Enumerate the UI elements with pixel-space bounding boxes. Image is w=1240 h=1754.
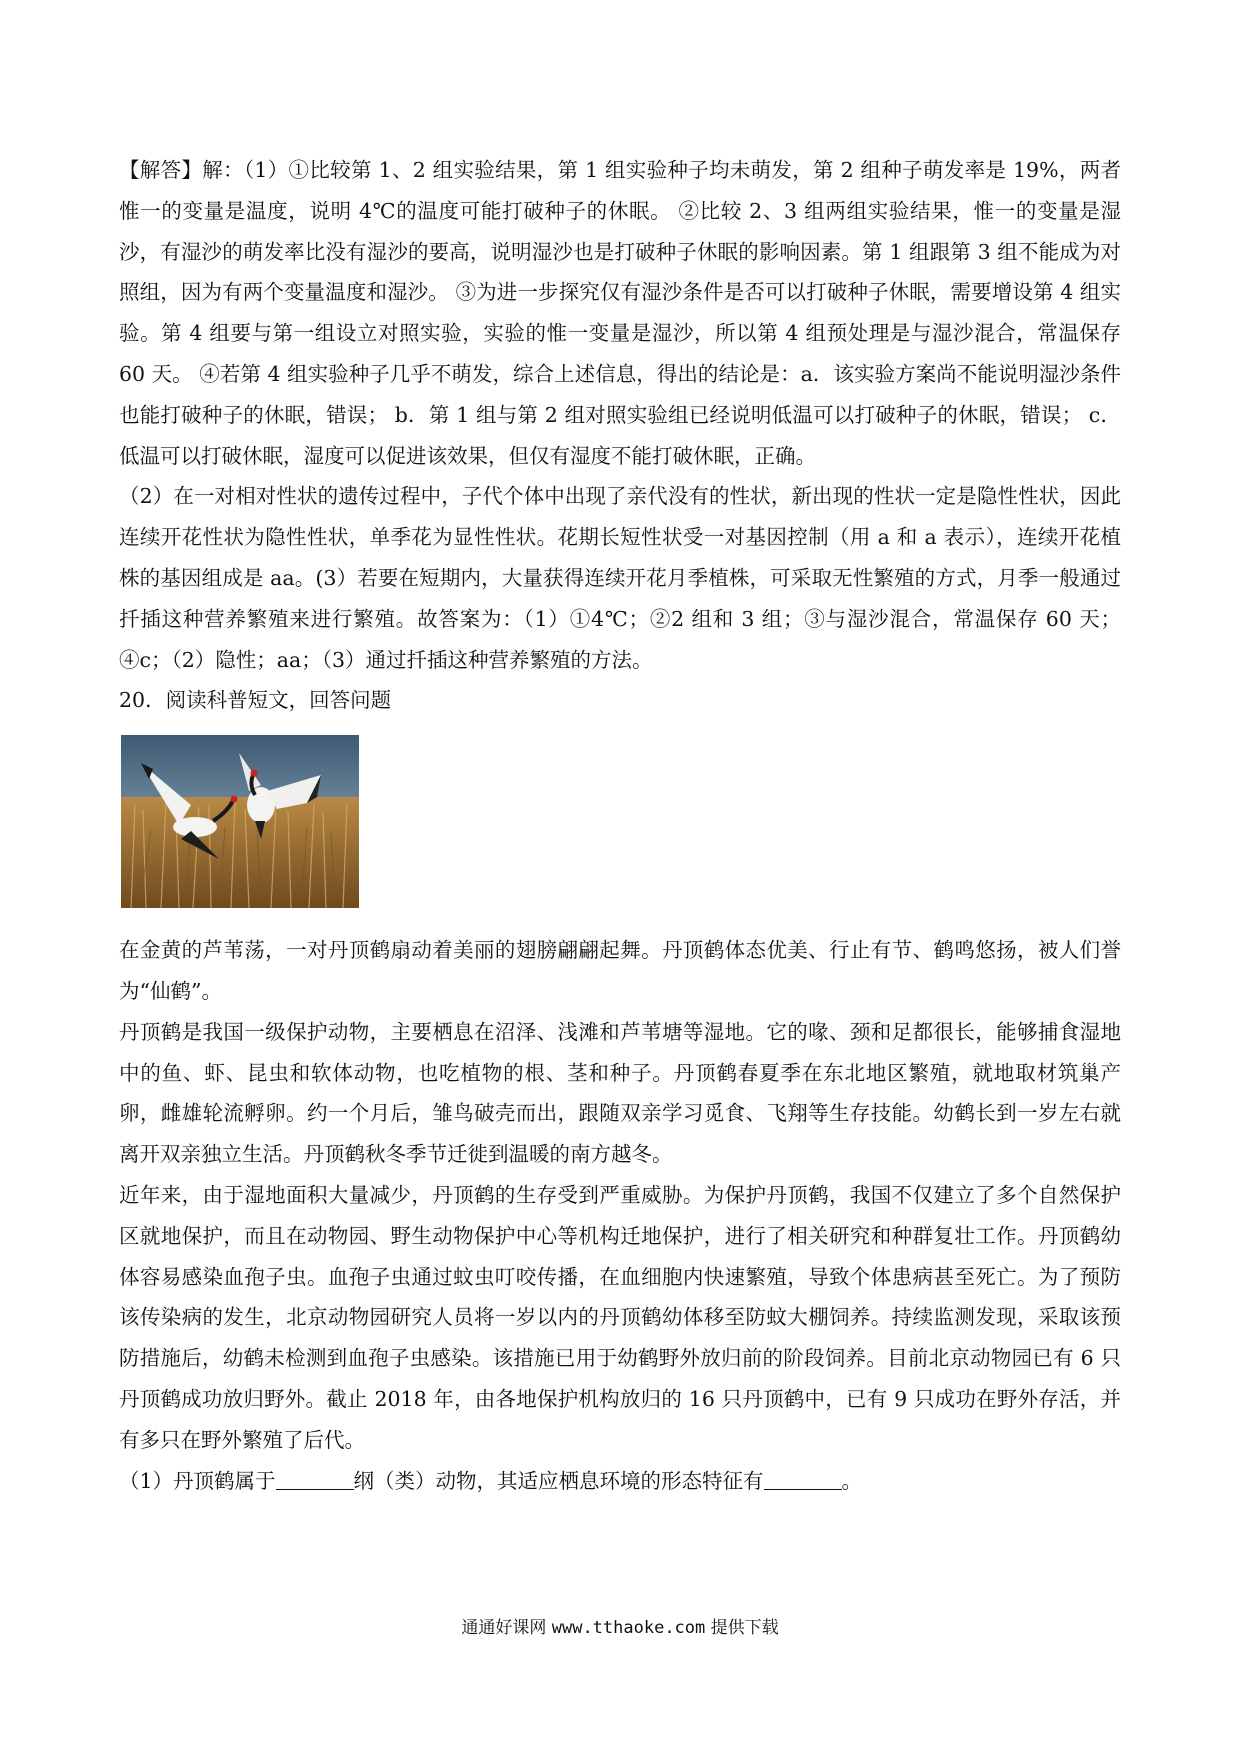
crane-photo [121, 735, 359, 908]
question-1-text-a: （1）丹顶鹤属于 [119, 1468, 276, 1493]
footer-url: www.tthaoke.com [551, 1618, 706, 1638]
page-footer [0, 1613, 1240, 1638]
article-paragraph-3: 近年来，由于湿地面积大量减少，丹顶鹤的生存受到严重威胁。为保护丹顶鹤，我国不仅建立了多个自然保护区就地保护，而且在动物园、野生动物保护中心等机构迁地保护，进行了相关研究和种群复壮工作。丹顶鹤幼体容易感染血孢子虫。血孢子虫通过蚊虫叮咬传播，在血细胞内快速繁殖，导致个体患病甚至死亡。为了预防该传染病的发生，北京动物园研究人员将一岁以内的丹顶鹤幼体移至防蚊大棚饲养。持续监测发现，采取该预防措施后，幼鹤未检测到血孢子虫感染。该措施已用于幼鹤野外放归前的阶段饲养。目前北京动物园已有 6 只丹顶鹤成功放归野外。截止 2018 年，由各地保护机构放归的 16 只丹顶鹤中，已有 9 只成功在野外存活，并有多只在野外繁殖了后代。 [119, 1182, 1121, 1452]
page-content [119, 150, 1121, 1501]
question-1-text-b: 纲（类）动物，其适应栖息环境的形态特征有 [353, 1468, 764, 1493]
question-1-text-c: 。 [841, 1468, 863, 1493]
question-20-heading: 20．阅读科普短文，回答问题 [119, 688, 392, 713]
red-crowned-cranes-photo-icon [121, 735, 359, 908]
question-1 [119, 1461, 1121, 1502]
answer-blank-2 [764, 1469, 842, 1490]
article-paragraph-2: 丹顶鹤是我国一级保护动物，主要栖息在沼泽、浅滩和芦苇塘等湿地。它的喙、颈和足都很长，能够捕食湿地中的鱼、虾、昆虫和软体动物，也吃植物的根、茎和种子。丹顶鹤春夏季在东北地区繁殖，就地取材筑巢产卵，雌雄轮流孵卵。约一个月后，雏鸟破壳而出，跟随双亲学习觅食、飞翔等生存技能。幼鹤长到一岁左右就离开双亲独立生活。丹顶鹤秋冬季节迁徙到温暖的南方越冬。 [119, 1019, 1121, 1167]
answer-paragraph-2: （2）在一对相对性状的遗传过程中，子代个体中出现了亲代没有的性状，新出现的性状一定是隐性性状，因此连续开花性状为隐性性状，单季花为显性性状。花期长短性状受一对基因控制（用 a 和 a 表示），连续开花植株的基因组成是 aa。(3）若要在短期内，大量获得连续开花月季植株，可采取无性繁殖的方式，月季一般通过扦插这种营养繁殖来进行繁殖。故答案为：（1）①4℃；②2 组和 3 组；③与湿沙混合，常温保存 60 天；④c；（2）隐性；aa；（3）通过扦插这种营养繁殖的方法。 [119, 484, 1121, 672]
footer-download-note: 提供下载 [710, 1618, 779, 1638]
answer-paragraph-1: 【解答】解：（1）①比较第 1、2 组实验结果，第 1 组实验种子均未萌发，第 2 组种子萌发率是 19%，两者惟一的变量是温度，说明 4℃的温度可能打破种子的休眠。 ②比较 2、3 组两组实验结果，惟一的变量是湿沙，有湿沙的萌发率比没有湿沙的要高，说明湿沙也是打破种子休眠的影响因素。第 1 组跟第 3 组不能成为对照组，因为有两个变量温度和湿沙。 ③为进一步探究仅有湿沙条件是否可以打破种子休眠，需要增设第 4 组实验。第 4 组要与第一组设立对照实验，实验的惟一变量是湿沙，所以第 4 组预处理是与湿沙混合，常温保存 60 天。 ④若第 4 组实验种子几乎不萌发，综合上述信息，得出的结论是：a．该实验方案尚不能说明湿沙条件也能打破种子的休眠，错误； b．第 1 组与第 2 组对照实验组已经说明低温可以打破种子的休眠，错误； c．低温可以打破休眠，湿度可以促进该效果，但仅有湿度不能打破休眠，正确。 [119, 158, 1121, 468]
footer-site-name: 通通好课网 [461, 1618, 547, 1638]
article-paragraph-1: 在金黄的芦苇荡，一对丹顶鹤扇动着美丽的翅膀翩翩起舞。丹顶鹤体态优美、行止有节、鹤鸣悠扬，被人们誉为“仙鹤”。 [119, 938, 1121, 1003]
answer-blank-1 [276, 1469, 354, 1490]
